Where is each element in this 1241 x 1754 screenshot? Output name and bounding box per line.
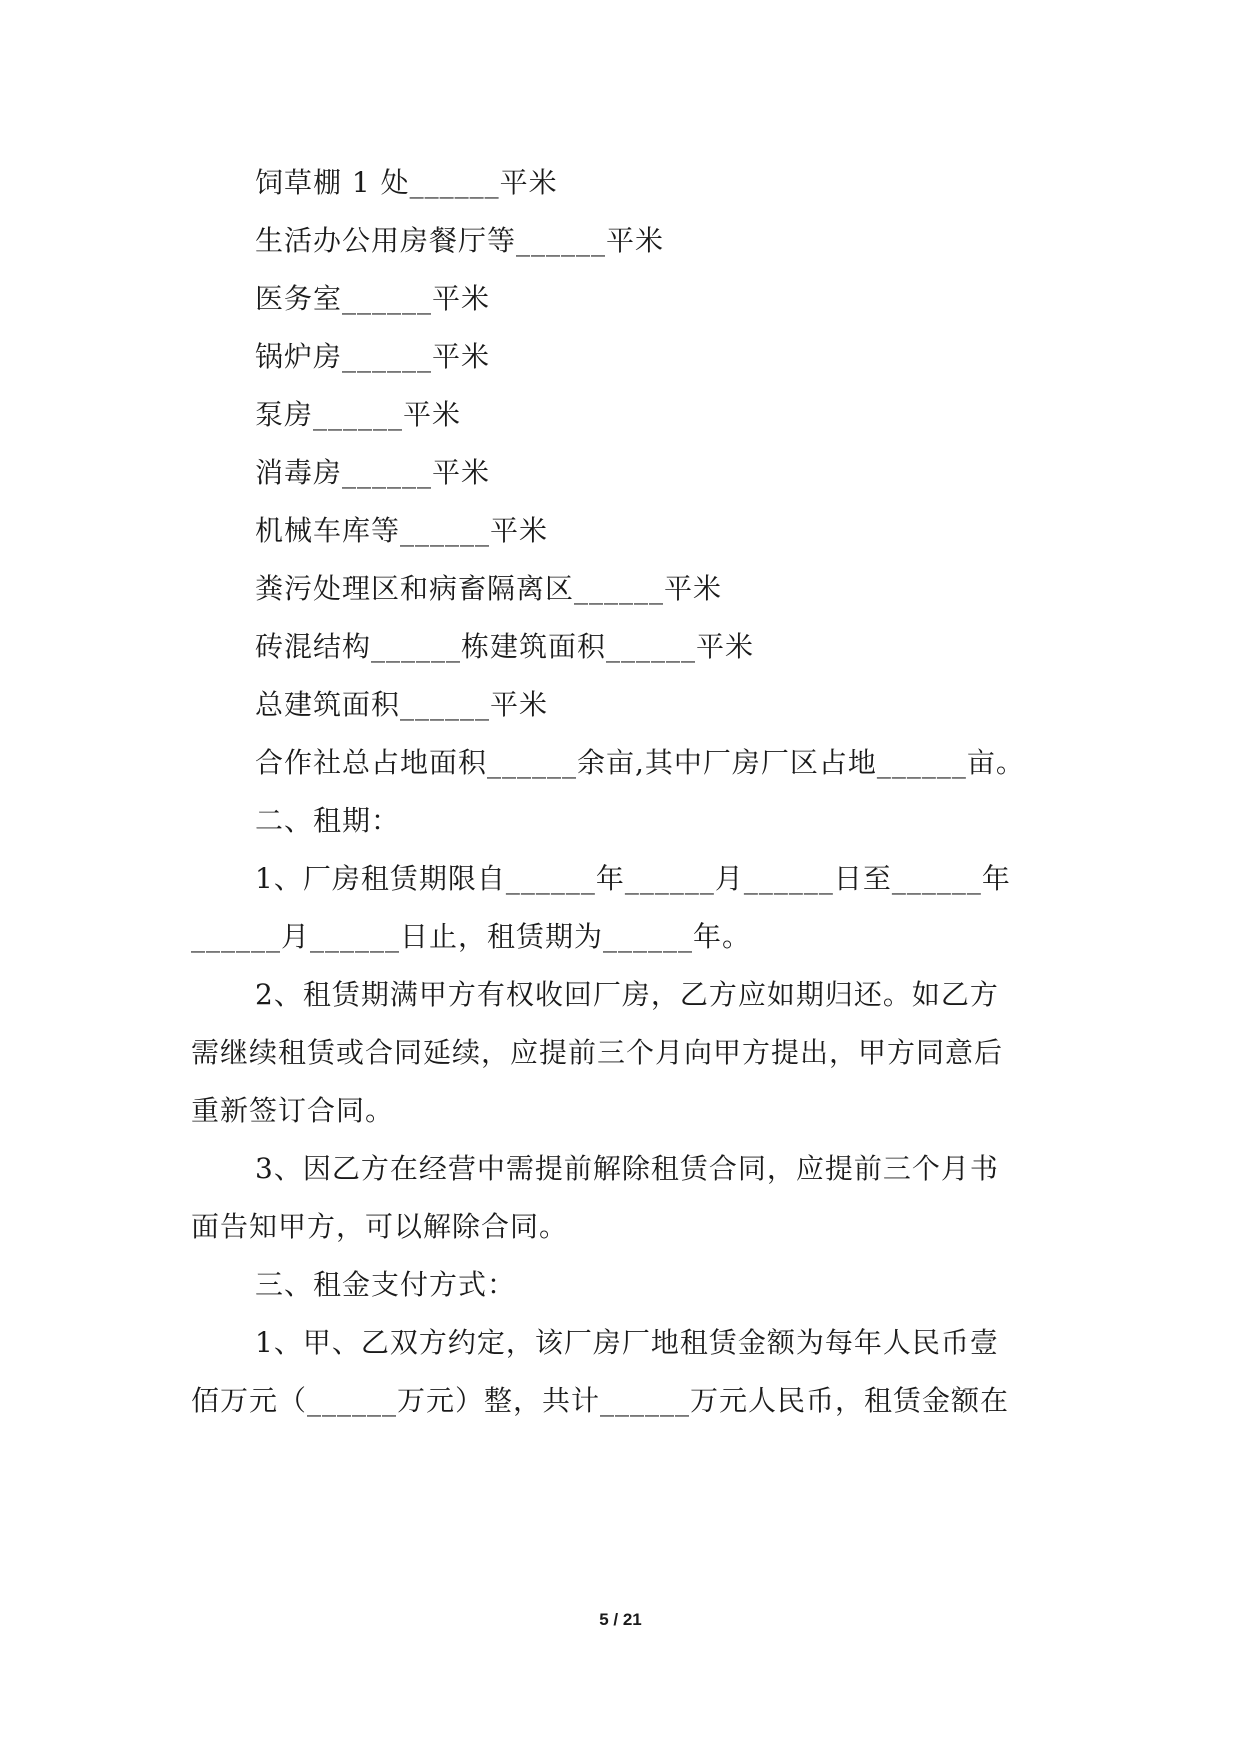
- text-line: 锅炉房______平米: [255, 340, 491, 373]
- text-line: 需继续租赁或合同延续，应提前三个月向甲方提出，甲方同意后: [191, 1036, 1004, 1069]
- text-line: 医务室______平米: [255, 282, 491, 315]
- text-line: 机械车库等______平米: [255, 514, 549, 547]
- text-line: 粪污处理区和病畜隔离区______平米: [255, 572, 723, 605]
- text-line: 1、甲、乙双方约定，该厂房厂地租赁金额为每年人民币壹: [255, 1326, 999, 1359]
- text-line: 砖混结构______栋建筑面积______平米: [255, 630, 755, 663]
- text-line: 2、租赁期满甲方有权收回厂房，乙方应如期归还。如乙方: [255, 978, 999, 1011]
- text-line: 饲草棚 1 处______平米: [255, 166, 558, 199]
- text-line: 3、因乙方在经营中需提前解除租赁合同，应提前三个月书: [255, 1152, 999, 1185]
- page-number: 5 / 21: [599, 1610, 642, 1629]
- section-heading: 三、租金支付方式：: [255, 1268, 517, 1301]
- text-line: 泵房______平米: [255, 398, 462, 431]
- text-line: 消毒房______平米: [255, 456, 491, 489]
- text-line: 面告知甲方，可以解除合同。: [191, 1210, 569, 1243]
- text-line: 合作社总占地面积______余亩,其中厂房厂区占地______亩。: [255, 746, 1025, 779]
- text-line: ______月______日止，租赁期为______年。: [191, 920, 752, 953]
- text-line: 总建筑面积______平米: [255, 688, 549, 721]
- text-line: 1、厂房租赁期限自______年______月______日至______年: [255, 862, 1011, 895]
- text-line: 佰万元（______万元）整，共计______万元人民币，租赁金额在: [191, 1384, 1010, 1417]
- section-heading: 二、租期：: [255, 804, 401, 837]
- text-line: 生活办公用房餐厅等______平米: [255, 224, 665, 257]
- text-line: 重新签订合同。: [191, 1094, 395, 1127]
